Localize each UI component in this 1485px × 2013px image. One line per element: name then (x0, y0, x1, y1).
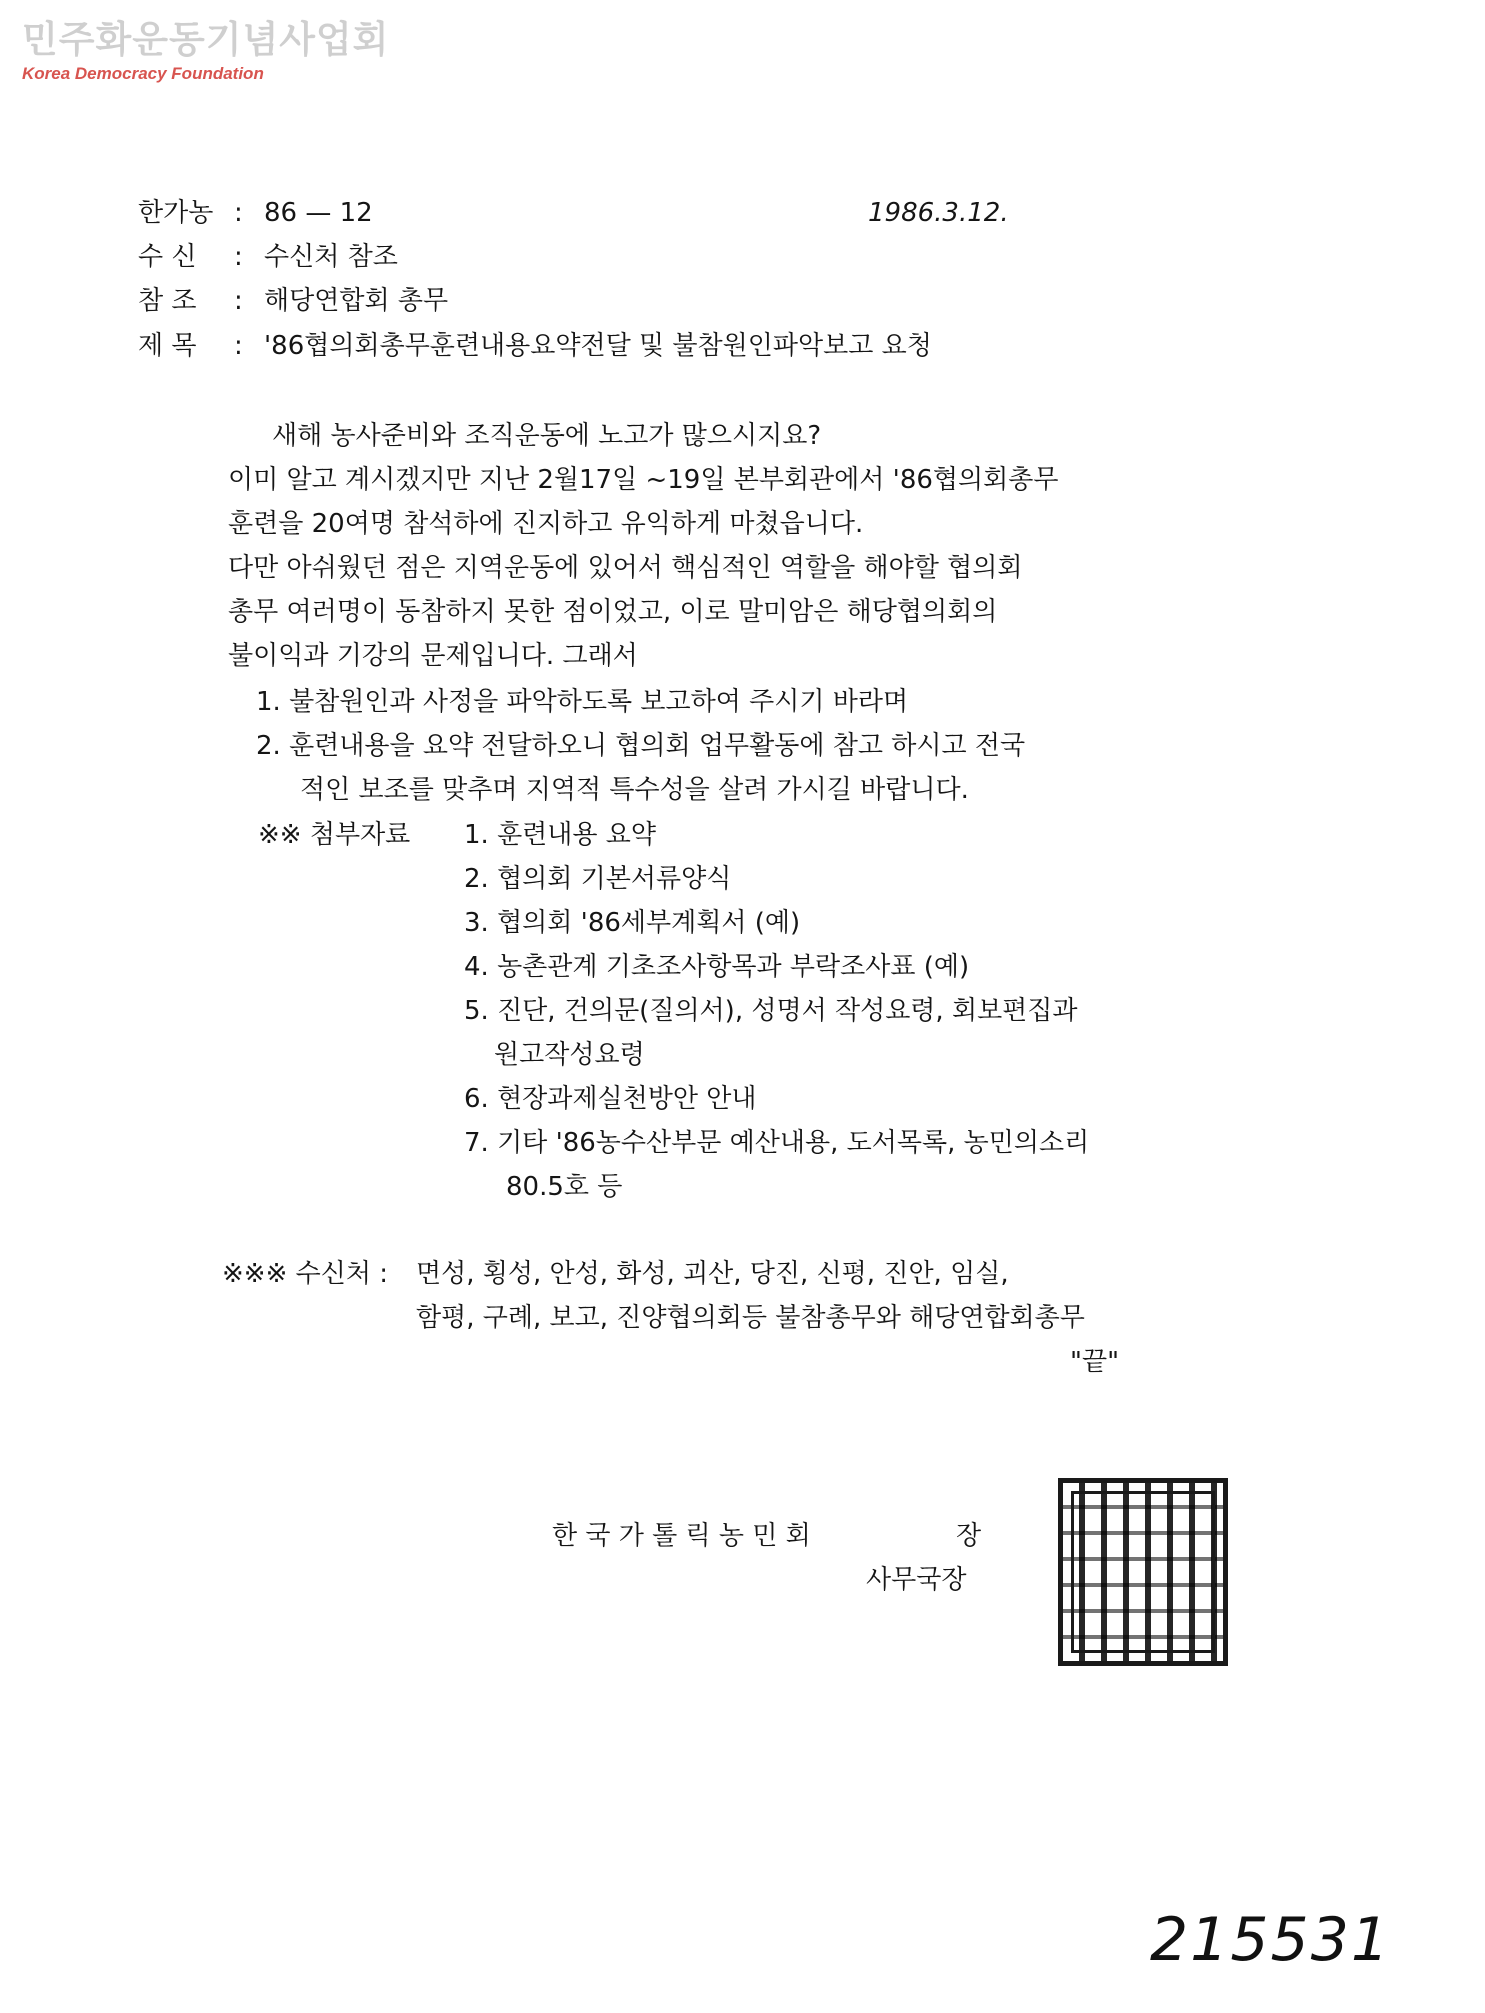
colon: : (234, 242, 243, 272)
signature-title-head: 장 (956, 1521, 982, 1551)
body-line-1: 새해 농사준비와 조직운동에 노고가 많으시지요? (272, 421, 822, 451)
colon: : (234, 331, 243, 361)
doc-number-label: 한가농 (138, 198, 214, 228)
attachments-label: ※※ 첨부자료 (258, 820, 411, 850)
signature-org: 한 국 가 톨 릭 농 민 회 (552, 1521, 811, 1551)
attachment-7-cont: 80.5호 등 (506, 1172, 623, 1202)
attachment-1: 1. 훈련내용 요약 (464, 820, 657, 850)
attachment-4: 4. 농촌관계 기초조사항목과 부락조사표 (예) (464, 952, 970, 982)
request-item-2-cont: 적인 보조를 맞추며 지역적 특수성을 살려 가시길 바랍니다. (300, 775, 969, 805)
body-line-2: 이미 알고 계시겠지만 지난 2월17일 ~19일 본부회관에서 '86협의회총무 (228, 465, 1059, 495)
colon: : (234, 198, 243, 228)
recipients-label: ※※※ 수신처 : (222, 1259, 388, 1289)
official-seal-stamp (1058, 1478, 1228, 1666)
body-line-5: 총무 여러명이 동참하지 못한 점이었고, 이로 말미암은 해당협의회의 (228, 597, 998, 627)
signature-title-secretary: 사무국장 (866, 1565, 967, 1595)
request-item-2: 2. 훈련내용을 요약 전달하오니 협의회 업무활동에 참고 하시고 전국 (256, 731, 1026, 761)
doc-date: 1986.3.12. (868, 198, 1009, 228)
doc-number-line (138, 196, 373, 230)
recipients-line-1: 면성, 횡성, 안성, 화성, 괴산, 당진, 신평, 진안, 임실, (416, 1259, 1009, 1289)
colon: : (234, 286, 243, 316)
watermark-korean: 민주화운동기념사업회 (22, 18, 390, 61)
recipient-line (138, 240, 398, 274)
reference-value: 해당연합회 총무 (264, 286, 449, 316)
body-line-4: 다만 아쉬웠던 점은 지역운동에 있어서 핵심적인 역할을 해야할 협의회 (228, 553, 1023, 583)
subject-label: 제 목 (138, 331, 197, 361)
attachment-2: 2. 협의회 기본서류양식 (464, 864, 732, 894)
recipients-line-2: 함평, 구례, 보고, 진양협의회등 불참총무와 해당연합회총무 (416, 1303, 1085, 1333)
seal-inner-border (1071, 1491, 1215, 1653)
reference-label: 참 조 (138, 286, 197, 316)
body-line-3: 훈련을 20여명 참석하에 진지하고 유익하게 마쳤읍니다. (228, 509, 864, 539)
request-item-1: 1. 불참원인과 사정을 파악하도록 보고하여 주시기 바라며 (256, 687, 909, 717)
subject-line (138, 329, 932, 363)
attachment-7: 7. 기타 '86농수산부문 예산내용, 도서목록, 농민의소리 (464, 1128, 1090, 1158)
end-mark: "끝" (1070, 1347, 1120, 1377)
attachment-5-cont: 원고작성요령 (494, 1040, 645, 1070)
archive-number: 215531 (1150, 1905, 1392, 1975)
attachment-6: 6. 현장과제실천방안 안내 (464, 1084, 757, 1114)
body-line-6: 불이익과 기강의 문제입니다. 그래서 (228, 641, 638, 671)
recipient-label: 수 신 (138, 242, 197, 272)
watermark-english: Korea Democracy Foundation (22, 64, 264, 83)
doc-number-value: 86 — 12 (264, 198, 373, 228)
recipient-value: 수신처 참조 (264, 242, 398, 272)
attachment-5: 5. 진단, 건의문(질의서), 성명서 작성요령, 회보편집과 (464, 996, 1078, 1026)
reference-line (138, 284, 448, 318)
attachment-3: 3. 협의회 '86세부계획서 (예) (464, 908, 801, 938)
subject-value: '86협의회총무훈련내용요약전달 및 불참원인파악보고 요청 (264, 331, 932, 361)
